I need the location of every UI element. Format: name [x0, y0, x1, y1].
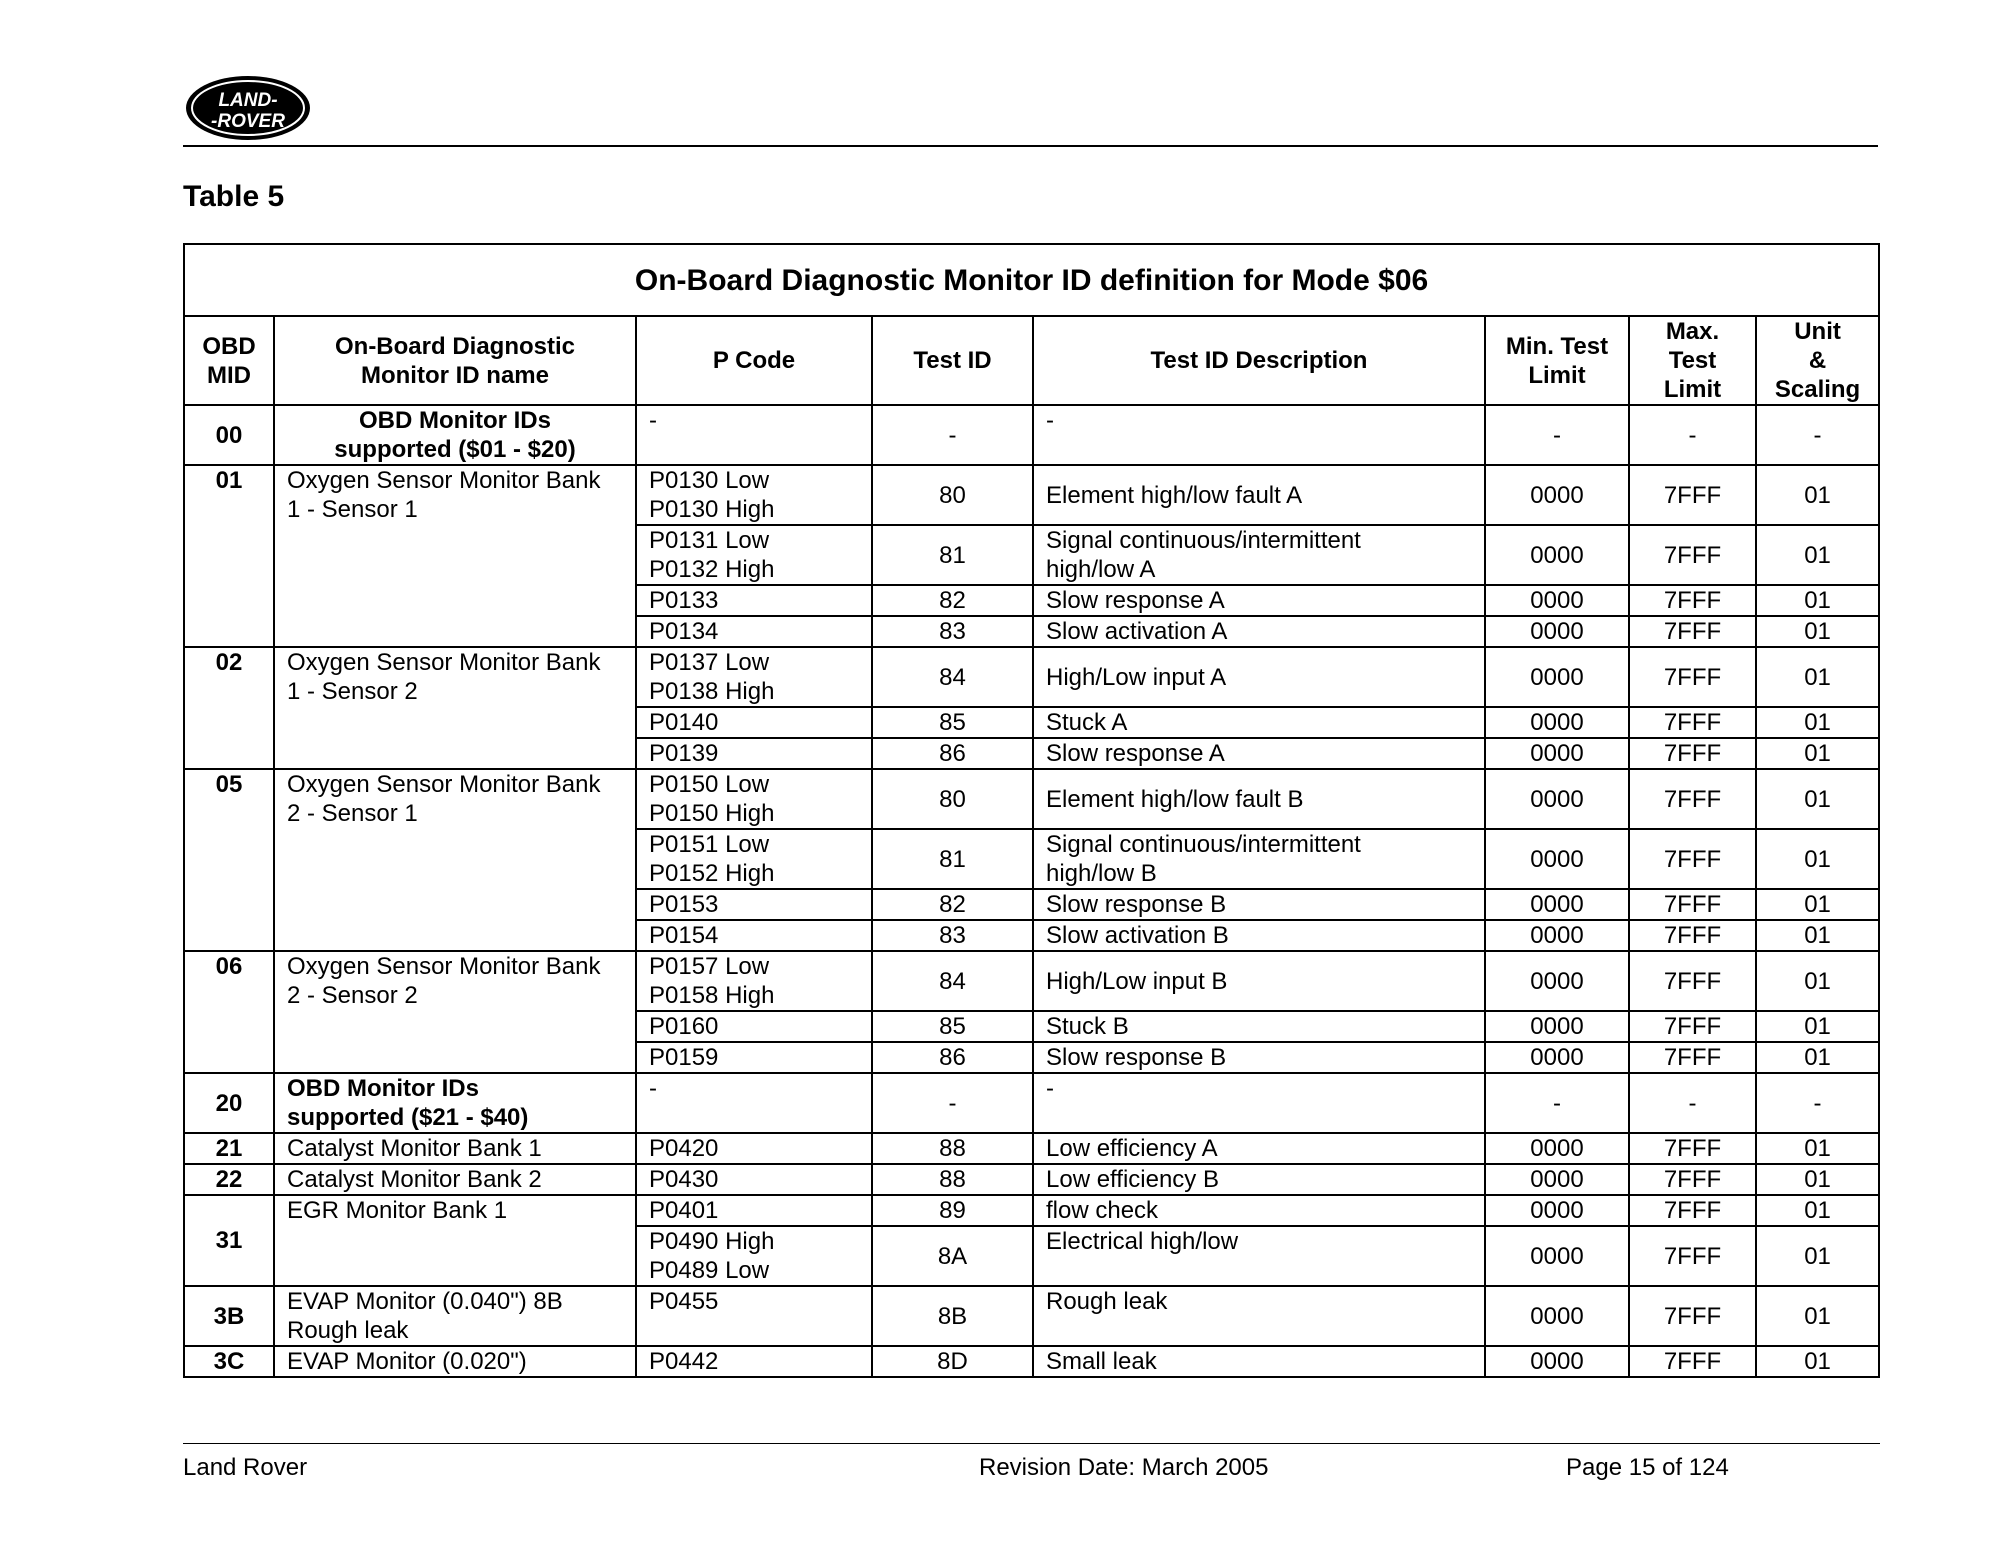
cell-max-limit: 7FFF: [1629, 769, 1756, 829]
cell-unit-scaling: 01: [1756, 1164, 1879, 1195]
cell-p-code: P0130 Low P0130 High: [636, 465, 872, 525]
cell-unit-scaling: 01: [1756, 525, 1879, 585]
cell-min-limit: 0000: [1485, 951, 1629, 1011]
table-body: [184, 405, 1879, 1377]
cell-test-id: 80: [872, 465, 1033, 525]
header-p-code: P Code: [636, 316, 872, 405]
cell-min-limit: 0000: [1485, 1133, 1629, 1164]
cell-obd-mid: 06: [184, 951, 274, 1073]
table-row: [184, 1346, 1879, 1377]
cell-test-id: 82: [872, 889, 1033, 920]
cell-obd-mid: 3B: [184, 1286, 274, 1346]
cell-test-description: -: [1033, 1073, 1485, 1133]
cell-monitor-name: Oxygen Sensor Monitor Bank 1 - Sensor 1: [274, 465, 636, 647]
cell-test-id: 89: [872, 1195, 1033, 1226]
cell-max-limit: -: [1629, 1073, 1756, 1133]
cell-p-code: P0490 High P0489 Low: [636, 1226, 872, 1286]
footer-divider: [183, 1443, 1880, 1444]
header-min-limit: Min. Test Limit: [1485, 316, 1629, 405]
cell-min-limit: 0000: [1485, 1011, 1629, 1042]
cell-unit-scaling: 01: [1756, 1286, 1879, 1346]
cell-test-description: High/Low input A: [1033, 647, 1485, 707]
cell-p-code: P0430: [636, 1164, 872, 1195]
cell-monitor-name: Catalyst Monitor Bank 2: [274, 1164, 636, 1195]
cell-test-id: 83: [872, 920, 1033, 951]
monitor-id-table: [183, 243, 1880, 1378]
cell-p-code: P0160: [636, 1011, 872, 1042]
header-monitor-name: On-Board Diagnostic Monitor ID name: [274, 316, 636, 405]
table-row: [184, 465, 1879, 525]
cell-max-limit: 7FFF: [1629, 616, 1756, 647]
cell-unit-scaling: 01: [1756, 1346, 1879, 1377]
cell-unit-scaling: 01: [1756, 920, 1879, 951]
cell-min-limit: 0000: [1485, 1195, 1629, 1226]
cell-test-description: Slow activation B: [1033, 920, 1485, 951]
cell-test-description: Signal continuous/intermittent high/low B: [1033, 829, 1485, 889]
cell-max-limit: 7FFF: [1629, 525, 1756, 585]
table-row: [184, 1195, 1879, 1226]
cell-p-code: P0150 Low P0150 High: [636, 769, 872, 829]
cell-min-limit: 0000: [1485, 465, 1629, 525]
cell-min-limit: 0000: [1485, 769, 1629, 829]
cell-max-limit: 7FFF: [1629, 465, 1756, 525]
logo-line-2: -ROVER: [211, 111, 285, 132]
header-divider: [183, 145, 1878, 147]
cell-min-limit: 0000: [1485, 1164, 1629, 1195]
cell-unit-scaling: 01: [1756, 647, 1879, 707]
cell-obd-mid: 20: [184, 1073, 274, 1133]
cell-obd-mid: 00: [184, 405, 274, 465]
cell-test-description: Slow activation A: [1033, 616, 1485, 647]
cell-p-code: P0137 Low P0138 High: [636, 647, 872, 707]
cell-test-id: 81: [872, 829, 1033, 889]
cell-test-description: Slow response B: [1033, 1042, 1485, 1073]
cell-max-limit: 7FFF: [1629, 585, 1756, 616]
cell-min-limit: 0000: [1485, 1286, 1629, 1346]
cell-max-limit: 7FFF: [1629, 707, 1756, 738]
cell-monitor-name: EVAP Monitor (0.020"): [274, 1346, 636, 1377]
cell-max-limit: 7FFF: [1629, 1346, 1756, 1377]
cell-unit-scaling: 01: [1756, 769, 1879, 829]
cell-test-description: -: [1033, 405, 1485, 465]
cell-p-code: P0154: [636, 920, 872, 951]
cell-p-code: P0455: [636, 1286, 872, 1346]
cell-p-code: P0134: [636, 616, 872, 647]
table-caption: Table 5: [183, 180, 285, 213]
cell-test-id: 83: [872, 616, 1033, 647]
table-row: [184, 647, 1879, 707]
footer-company: Land Rover: [183, 1454, 308, 1481]
cell-min-limit: 0000: [1485, 1346, 1629, 1377]
cell-test-description: Signal continuous/intermittent high/low A: [1033, 525, 1485, 585]
cell-test-description: Element high/low fault A: [1033, 465, 1485, 525]
cell-test-description: Low efficiency A: [1033, 1133, 1485, 1164]
cell-max-limit: 7FFF: [1629, 1286, 1756, 1346]
cell-test-id: 88: [872, 1133, 1033, 1164]
cell-min-limit: 0000: [1485, 829, 1629, 889]
header-test-description: Test ID Description: [1033, 316, 1485, 405]
footer-revision-date: Revision Date: March 2005: [979, 1454, 1269, 1481]
cell-test-description: Stuck A: [1033, 707, 1485, 738]
cell-p-code: P0151 Low P0152 High: [636, 829, 872, 889]
cell-unit-scaling: -: [1756, 1073, 1879, 1133]
cell-test-id: 86: [872, 738, 1033, 769]
cell-test-id: 84: [872, 951, 1033, 1011]
cell-test-id: 8B: [872, 1286, 1033, 1346]
cell-test-id: 86: [872, 1042, 1033, 1073]
cell-p-code: P0401: [636, 1195, 872, 1226]
monitor-table-container: [183, 243, 1878, 1378]
cell-unit-scaling: 01: [1756, 1011, 1879, 1042]
cell-test-id: 82: [872, 585, 1033, 616]
cell-p-code: P0131 Low P0132 High: [636, 525, 872, 585]
cell-test-id: 85: [872, 1011, 1033, 1042]
cell-min-limit: 0000: [1485, 738, 1629, 769]
cell-monitor-name: Oxygen Sensor Monitor Bank 2 - Sensor 1: [274, 769, 636, 951]
cell-monitor-name: Oxygen Sensor Monitor Bank 2 - Sensor 2: [274, 951, 636, 1073]
cell-unit-scaling: 01: [1756, 585, 1879, 616]
cell-test-description: Small leak: [1033, 1346, 1485, 1377]
cell-p-code: P0157 Low P0158 High: [636, 951, 872, 1011]
table-row: [184, 1164, 1879, 1195]
cell-unit-scaling: 01: [1756, 616, 1879, 647]
cell-test-description: Slow response B: [1033, 889, 1485, 920]
cell-test-description: Low efficiency B: [1033, 1164, 1485, 1195]
cell-p-code: P0139: [636, 738, 872, 769]
cell-test-description: Electrical high/low: [1033, 1226, 1485, 1286]
cell-max-limit: 7FFF: [1629, 738, 1756, 769]
cell-test-description: Rough leak: [1033, 1286, 1485, 1346]
footer-page-number: Page 15 of 124: [1566, 1454, 1729, 1481]
cell-min-limit: 0000: [1485, 585, 1629, 616]
cell-min-limit: 0000: [1485, 616, 1629, 647]
cell-test-description: Element high/low fault B: [1033, 769, 1485, 829]
cell-p-code: P0442: [636, 1346, 872, 1377]
cell-min-limit: 0000: [1485, 1042, 1629, 1073]
cell-max-limit: -: [1629, 405, 1756, 465]
cell-unit-scaling: 01: [1756, 1226, 1879, 1286]
cell-monitor-name: OBD Monitor IDs supported ($01 - $20): [274, 405, 636, 465]
cell-max-limit: 7FFF: [1629, 920, 1756, 951]
cell-unit-scaling: -: [1756, 405, 1879, 465]
cell-max-limit: 7FFF: [1629, 1042, 1756, 1073]
cell-min-limit: 0000: [1485, 920, 1629, 951]
cell-unit-scaling: 01: [1756, 1195, 1879, 1226]
table-row: [184, 1133, 1879, 1164]
cell-test-id: 8D: [872, 1346, 1033, 1377]
cell-max-limit: 7FFF: [1629, 889, 1756, 920]
table-row: [184, 1073, 1879, 1133]
table-row: [184, 405, 1879, 465]
cell-test-id: 85: [872, 707, 1033, 738]
cell-obd-mid: 22: [184, 1164, 274, 1195]
cell-min-limit: 0000: [1485, 525, 1629, 585]
cell-min-limit: 0000: [1485, 707, 1629, 738]
cell-unit-scaling: 01: [1756, 1133, 1879, 1164]
cell-max-limit: 7FFF: [1629, 1226, 1756, 1286]
cell-max-limit: 7FFF: [1629, 1164, 1756, 1195]
cell-unit-scaling: 01: [1756, 465, 1879, 525]
cell-unit-scaling: 01: [1756, 951, 1879, 1011]
cell-unit-scaling: 01: [1756, 738, 1879, 769]
table-row: [184, 951, 1879, 1011]
cell-max-limit: 7FFF: [1629, 1011, 1756, 1042]
cell-test-description: Slow response A: [1033, 738, 1485, 769]
cell-max-limit: 7FFF: [1629, 1133, 1756, 1164]
cell-p-code: P0420: [636, 1133, 872, 1164]
cell-unit-scaling: 01: [1756, 1042, 1879, 1073]
land-rover-logo: [183, 72, 313, 144]
cell-test-id: 80: [872, 769, 1033, 829]
cell-max-limit: 7FFF: [1629, 829, 1756, 889]
cell-unit-scaling: 01: [1756, 889, 1879, 920]
table-row: [184, 769, 1879, 829]
table-title: On-Board Diagnostic Monitor ID definition for Mode $06: [184, 244, 1879, 316]
cell-min-limit: 0000: [1485, 1226, 1629, 1286]
cell-p-code: P0140: [636, 707, 872, 738]
header-max-limit: Max. Test Limit: [1629, 316, 1756, 405]
cell-unit-scaling: 01: [1756, 707, 1879, 738]
cell-test-id: 8A: [872, 1226, 1033, 1286]
header-test-id: Test ID: [872, 316, 1033, 405]
header-unit-scaling: Unit & Scaling: [1756, 316, 1879, 405]
cell-obd-mid: 31: [184, 1195, 274, 1286]
cell-monitor-name: OBD Monitor IDs supported ($21 - $40): [274, 1073, 636, 1133]
cell-max-limit: 7FFF: [1629, 647, 1756, 707]
cell-monitor-name: Catalyst Monitor Bank 1: [274, 1133, 636, 1164]
cell-obd-mid: 05: [184, 769, 274, 951]
cell-test-description: Stuck B: [1033, 1011, 1485, 1042]
cell-obd-mid: 02: [184, 647, 274, 769]
cell-test-description: Slow response A: [1033, 585, 1485, 616]
cell-p-code: P0133: [636, 585, 872, 616]
cell-monitor-name: EGR Monitor Bank 1: [274, 1195, 636, 1286]
cell-min-limit: -: [1485, 1073, 1629, 1133]
cell-obd-mid: 01: [184, 465, 274, 647]
logo-line-1: LAND-: [218, 90, 278, 111]
cell-test-id: 88: [872, 1164, 1033, 1195]
cell-test-id: -: [872, 1073, 1033, 1133]
header-obd-mid: OBD MID: [184, 316, 274, 405]
cell-min-limit: 0000: [1485, 889, 1629, 920]
cell-p-code: P0153: [636, 889, 872, 920]
cell-p-code: P0159: [636, 1042, 872, 1073]
cell-test-id: 84: [872, 647, 1033, 707]
cell-max-limit: 7FFF: [1629, 1195, 1756, 1226]
cell-monitor-name: Oxygen Sensor Monitor Bank 1 - Sensor 2: [274, 647, 636, 769]
cell-test-id: 81: [872, 525, 1033, 585]
cell-p-code: -: [636, 405, 872, 465]
cell-monitor-name: EVAP Monitor (0.040") 8B Rough leak: [274, 1286, 636, 1346]
table-row: [184, 1286, 1879, 1346]
cell-unit-scaling: 01: [1756, 829, 1879, 889]
cell-min-limit: -: [1485, 405, 1629, 465]
cell-p-code: -: [636, 1073, 872, 1133]
cell-max-limit: 7FFF: [1629, 951, 1756, 1011]
cell-obd-mid: 3C: [184, 1346, 274, 1377]
cell-test-description: flow check: [1033, 1195, 1485, 1226]
cell-obd-mid: 21: [184, 1133, 274, 1164]
cell-test-id: -: [872, 405, 1033, 465]
cell-test-description: High/Low input B: [1033, 951, 1485, 1011]
cell-min-limit: 0000: [1485, 647, 1629, 707]
